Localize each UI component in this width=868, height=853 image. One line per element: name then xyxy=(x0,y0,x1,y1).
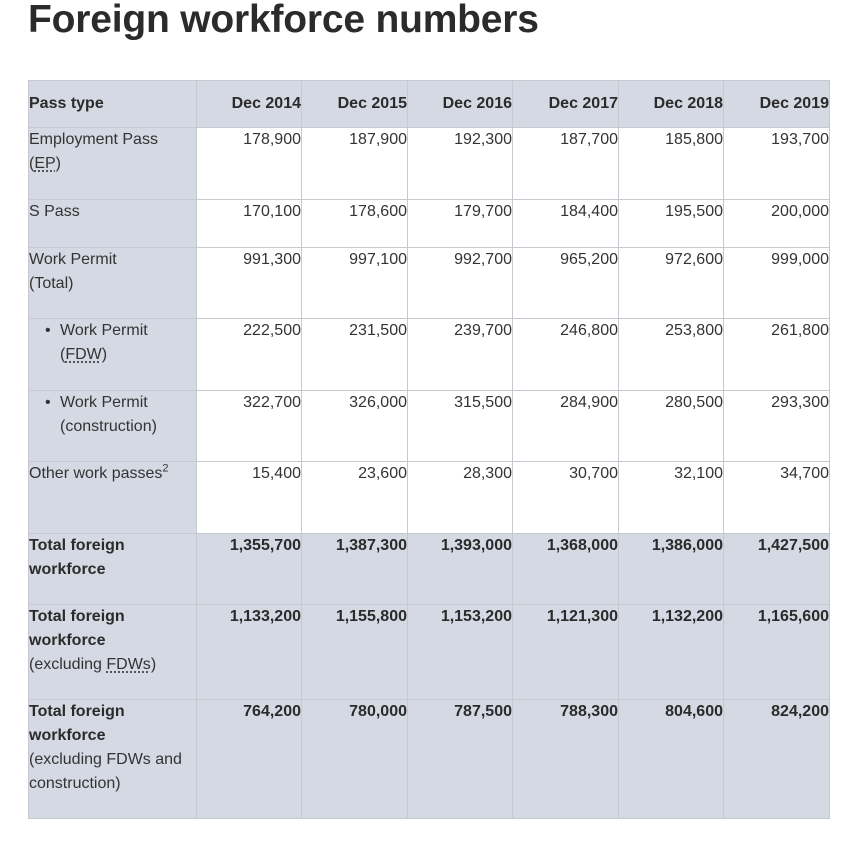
table-cell: 284,900 xyxy=(513,391,619,462)
page-title: Foreign workforce numbers xyxy=(28,0,539,41)
table-cell: 253,800 xyxy=(619,319,724,391)
table-cell: 193,700 xyxy=(724,128,830,200)
row-label xyxy=(29,248,197,319)
row-label-line2: (Total) xyxy=(29,275,74,292)
table-row-employment-pass xyxy=(29,128,830,200)
table-cell: 326,000 xyxy=(302,391,408,462)
foreign-workforce-table xyxy=(28,80,830,819)
table-cell: 999,000 xyxy=(724,248,830,319)
table-cell: 991,300 xyxy=(197,248,302,319)
table-cell: 178,900 xyxy=(197,128,302,200)
table-cell: 239,700 xyxy=(408,319,513,391)
table-cell: 280,500 xyxy=(619,391,724,462)
row-label-plain: (excluding FDWs and construction) xyxy=(29,751,182,792)
header-year: Dec 2014 xyxy=(197,81,302,128)
table-cell: 804,600 xyxy=(619,700,724,819)
row-label: S Pass xyxy=(29,200,197,248)
table-row-work-permit-total xyxy=(29,248,830,319)
table-cell: 315,500 xyxy=(408,391,513,462)
header-year: Dec 2019 xyxy=(724,81,830,128)
table-cell: 1,355,700 xyxy=(197,534,302,605)
header-year: Dec 2016 xyxy=(408,81,513,128)
table-row-total-foreign-workforce xyxy=(29,534,830,605)
table-cell: 187,900 xyxy=(302,128,408,200)
table-cell: 1,386,000 xyxy=(619,534,724,605)
table-cell: 28,300 xyxy=(408,462,513,534)
table-cell: 1,427,500 xyxy=(724,534,830,605)
table-cell: 972,600 xyxy=(619,248,724,319)
table-cell: 780,000 xyxy=(302,700,408,819)
table-cell: 1,153,200 xyxy=(408,605,513,700)
row-label xyxy=(29,534,197,605)
table-cell: 179,700 xyxy=(408,200,513,248)
table-row-other-work-passes xyxy=(29,462,830,534)
row-label xyxy=(29,462,197,534)
table-cell: 1,368,000 xyxy=(513,534,619,605)
table-cell: 788,300 xyxy=(513,700,619,819)
abbreviation-fdw[interactable]: FDW xyxy=(65,346,102,363)
header-pass-type: Pass type xyxy=(29,81,197,128)
table-cell: 222,500 xyxy=(197,319,302,391)
header-year: Dec 2017 xyxy=(513,81,619,128)
abbreviation-ep[interactable]: EP xyxy=(34,155,56,172)
table-cell: 32,100 xyxy=(619,462,724,534)
row-label: • Work Permit (FDW) xyxy=(29,319,197,391)
row-label: Employment Pass (EP) xyxy=(29,128,197,200)
table-cell: 992,700 xyxy=(408,248,513,319)
row-label-line1: Work Permit xyxy=(60,322,148,339)
header-year: Dec 2018 xyxy=(619,81,724,128)
table-cell: 1,387,300 xyxy=(302,534,408,605)
row-label-paren-open: (excluding xyxy=(29,656,107,673)
table-cell: 997,100 xyxy=(302,248,408,319)
table-cell: 293,300 xyxy=(724,391,830,462)
table-cell: 1,155,800 xyxy=(302,605,408,700)
row-label-text: Other work passes xyxy=(29,465,163,482)
table-cell: 1,133,200 xyxy=(197,605,302,700)
table-cell: 231,500 xyxy=(302,319,408,391)
table-row-total-excluding-fdws-construction xyxy=(29,700,830,819)
row-label xyxy=(29,605,197,700)
table-cell: 30,700 xyxy=(513,462,619,534)
table-header-row xyxy=(29,81,830,128)
bullet-icon: • xyxy=(45,322,51,339)
table-cell: 185,800 xyxy=(619,128,724,200)
table-cell: 34,700 xyxy=(724,462,830,534)
row-label-bold: Total foreign workforce xyxy=(29,703,125,744)
table-cell: 246,800 xyxy=(513,319,619,391)
table-cell: 1,165,600 xyxy=(724,605,830,700)
table-cell: 764,200 xyxy=(197,700,302,819)
table-cell: 178,600 xyxy=(302,200,408,248)
table-cell: 15,400 xyxy=(197,462,302,534)
table-cell: 322,700 xyxy=(197,391,302,462)
row-label-bold: Total foreign workforce xyxy=(29,608,125,649)
table-cell: 23,600 xyxy=(302,462,408,534)
row-label-line2: (construction) xyxy=(60,418,157,435)
table-row-total-excluding-fdws xyxy=(29,605,830,700)
abbreviation-fdws[interactable]: FDWs xyxy=(106,656,151,673)
table-cell: 184,400 xyxy=(513,200,619,248)
footnote-marker[interactable]: 2 xyxy=(162,462,169,475)
header-year: Dec 2015 xyxy=(302,81,408,128)
table-cell: 965,200 xyxy=(513,248,619,319)
bullet-icon: • xyxy=(45,394,51,411)
row-label-line1: Work Permit xyxy=(60,394,148,411)
table-row-s-pass xyxy=(29,200,830,248)
table-cell: 170,100 xyxy=(197,200,302,248)
table-cell: 187,700 xyxy=(513,128,619,200)
table-cell: 1,393,000 xyxy=(408,534,513,605)
table-cell: 787,500 xyxy=(408,700,513,819)
table-row-work-permit-fdw xyxy=(29,319,830,391)
row-label xyxy=(29,391,197,462)
table-cell: 1,121,300 xyxy=(513,605,619,700)
table-cell: 195,500 xyxy=(619,200,724,248)
table-cell: 261,800 xyxy=(724,319,830,391)
row-label-paren-close: ) xyxy=(150,656,157,673)
table-cell: 824,200 xyxy=(724,700,830,819)
row-label-text: Employment Pass xyxy=(29,131,158,148)
table-cell: 200,000 xyxy=(724,200,830,248)
row-label-bold: Total foreign workforce xyxy=(29,537,125,578)
table-cell: 1,132,200 xyxy=(619,605,724,700)
table-cell: 192,300 xyxy=(408,128,513,200)
table-row-work-permit-construction xyxy=(29,391,830,462)
row-label xyxy=(29,700,197,819)
row-label-line1: Work Permit xyxy=(29,251,117,268)
